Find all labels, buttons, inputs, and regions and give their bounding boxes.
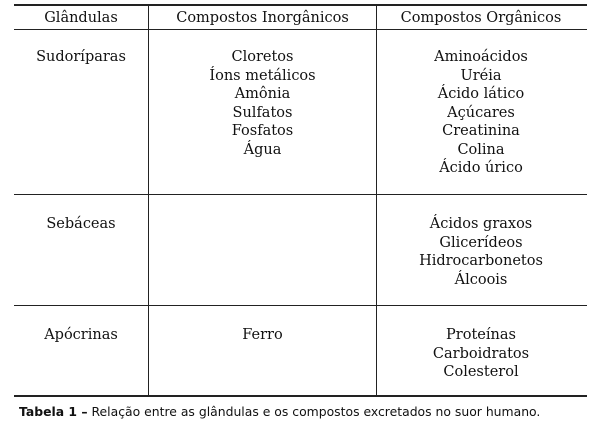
list-item: Aminoácidos <box>434 49 528 65</box>
list-item: Ácido lático <box>437 86 525 102</box>
table-caption <box>19 404 594 419</box>
caption-label: Tabela 1 – <box>19 404 88 419</box>
inorganic-list-apocrinas <box>149 326 376 345</box>
header-inorganic: Compostos Inorgânicos <box>176 10 349 26</box>
list-item: Água <box>243 141 282 158</box>
row-divider-2 <box>14 305 587 306</box>
list-item: Açúcares <box>447 104 515 121</box>
gland-sudoriparas: Sudoríparas <box>36 49 126 65</box>
list-item: Carboidratos <box>432 345 530 362</box>
list-item: Hidrocarbonetos <box>419 253 543 269</box>
inorganic-list-sudoriparas <box>149 48 376 159</box>
header-organic: Compostos Orgânicos <box>400 10 562 26</box>
list-item: Cloretos <box>231 49 294 65</box>
gland-sebaceas: Sebáceas <box>46 216 116 232</box>
list-item: Creatinina <box>442 123 520 139</box>
list-item: Álcoois <box>454 271 508 288</box>
list-item: Sulfatos <box>232 104 293 121</box>
organic-list-sebaceas <box>377 215 585 289</box>
list-item: Íons metálicos <box>209 67 316 84</box>
row-divider-1 <box>14 194 587 195</box>
header-glands: Glândulas <box>44 10 118 26</box>
list-item: Uréia <box>460 67 502 84</box>
organic-list-apocrinas <box>377 326 585 382</box>
list-item: Amônia <box>234 86 291 102</box>
list-item: Proteínas <box>446 327 516 343</box>
list-item: Fosfatos <box>231 123 294 139</box>
list-item: Ferro <box>242 327 283 343</box>
caption-text: Relação entre as glândulas e os compostos excretados no suor humano. <box>87 404 541 419</box>
header-divider <box>14 29 587 30</box>
list-item: Ácidos graxos <box>429 216 533 232</box>
list-item: Ácido úrico <box>439 160 523 176</box>
list-item: Colesterol <box>443 364 519 380</box>
compounds-table <box>14 4 587 397</box>
list-item: Colina <box>457 141 505 158</box>
organic-list-sudoriparas <box>377 48 585 178</box>
list-item: Glicerídeos <box>439 234 523 251</box>
gland-apocrinas: Apócrinas <box>44 327 118 343</box>
